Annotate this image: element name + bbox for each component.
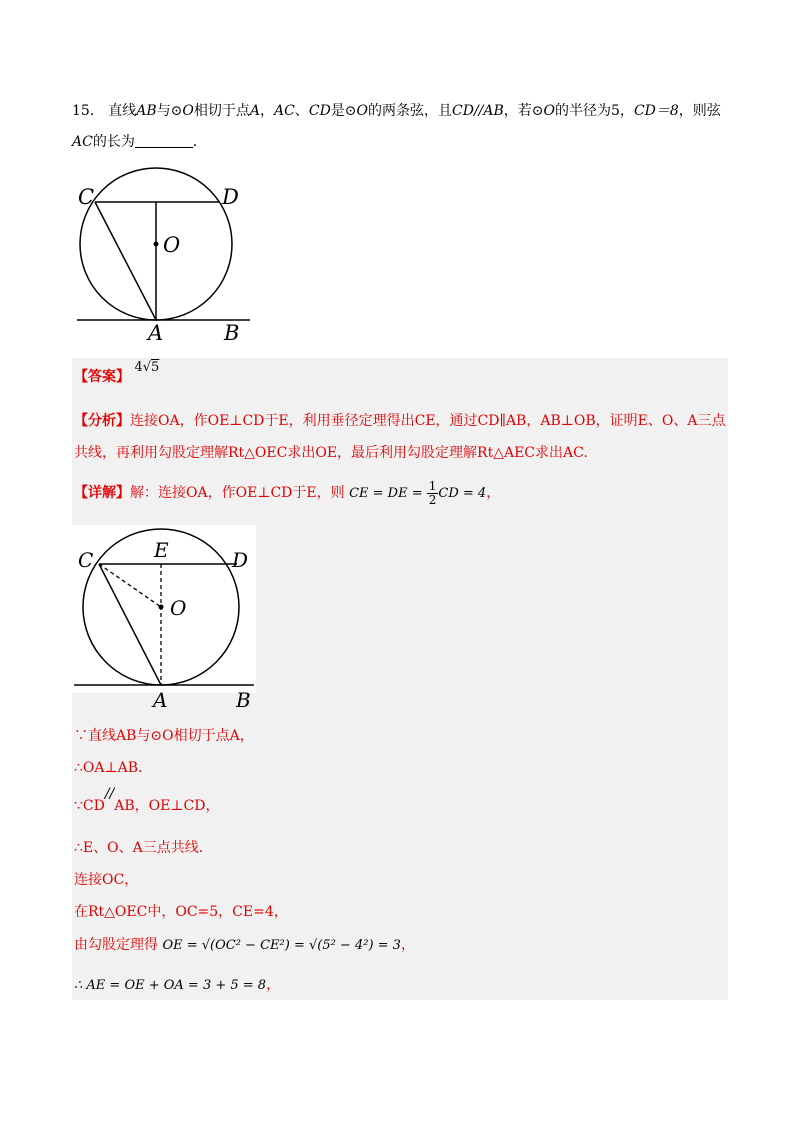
step-1: ∵直线AB与⊙O相切于点A， (74, 728, 254, 744)
geometry-figure-1 (72, 180, 262, 345)
step-7: 由勾股定理得 OE = √(OC² − CE²) = √(5² − 4²) = 3， (74, 937, 415, 953)
fraction: $\frac{1}{2}$ (428, 479, 437, 507)
label-a-2: A (153, 688, 168, 712)
detail-tag: 【详解】 (74, 485, 130, 501)
label-c-2: C (78, 548, 94, 572)
geometry-figure-2-frame (72, 525, 256, 712)
label-o-2: O (170, 596, 187, 620)
answer-line (74, 360, 160, 386)
label-a: A (148, 321, 164, 345)
step-2: ∴OA⊥AB． (74, 760, 153, 776)
analysis-line-2: 共线，再利用勾股定理解Rt△OEC求出OE，最后利用勾股定理解Rt△AEC求出AC. (74, 445, 588, 461)
step-8: ∴ AE = OE + OA = 3 + 5 = 8， (74, 977, 281, 993)
answer-value: 4√5 (134, 360, 160, 375)
label-e-2: E (154, 538, 169, 562)
label-c: C (78, 185, 95, 209)
pythagoras-formula: OE = √(OC² − CE²) = √(5² − 4²) = 3 (162, 938, 401, 953)
label-b-2: B (236, 688, 251, 712)
step-3: ∵CD//AB，OE⊥CD， (74, 786, 220, 814)
step-6: 在Rt△OEC中，OC=5，CE=4， (74, 904, 288, 920)
chord-ca (95, 202, 156, 320)
detail-formula: CE = DE = $\frac{1}{2}$ CD = 4 (349, 479, 487, 507)
answer-blank (135, 133, 193, 148)
center-point (154, 242, 159, 247)
chord-ca-2 (99, 564, 161, 685)
label-d: D (222, 185, 239, 209)
label-o: O (163, 233, 181, 257)
detail-line: 【详解】解：连接OA，作OE⊥CD于E，则 CE = DE = $\frac{1}{2}$ CD = 4， (74, 479, 501, 507)
answer-tag: 【答案】 (74, 369, 130, 385)
analysis-tag: 【分析】 (74, 413, 130, 429)
geometry-figure-2 (72, 525, 256, 712)
solution-panel (72, 358, 728, 1000)
step-5: 连接OC， (74, 872, 139, 888)
ae-formula: ∴ AE = OE + OA = 3 + 5 = 8 (74, 978, 267, 993)
parallel-symbol: // (104, 786, 115, 802)
label-b: B (224, 321, 240, 345)
dashed-oc (99, 564, 161, 607)
question-text: 15． 直线AB与⊙O相切于点A，AC、CD是⊙O的两条弦，且CD//AB，若⊙O的半径为5，CD＝8，则弦 AC的长为 ． (72, 103, 721, 150)
sqrt-symbol: √ (142, 360, 152, 375)
question-number: 15． (72, 103, 104, 119)
analysis-line-1: 【分析】连接OA，作OE⊥CD于E，利用垂径定理得出CE，通过CD∥AB，AB⊥OB，证明E、O、A三点 (74, 413, 726, 429)
center-point-2 (159, 605, 164, 610)
label-d-2: D (232, 548, 249, 572)
step-4: ∴E、O、A三点共线． (74, 840, 213, 856)
